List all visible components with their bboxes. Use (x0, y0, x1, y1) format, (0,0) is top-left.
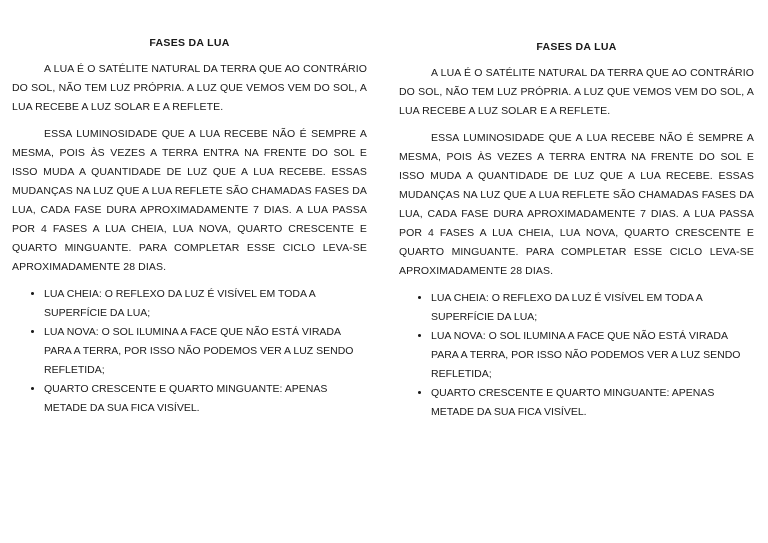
phases-list (12, 285, 367, 418)
page-title: FASES DA LUA (536, 41, 617, 53)
page-title: FASES DA LUA (149, 37, 230, 49)
intro-paragraph: A LUA É O SATÉLITE NATURAL DA TERRA QUE AO CONTRÁRIO DO SOL, NÃO TEM LUZ PRÓPRIA. A LUZ QUE VEMOS VEM DO SOL, A LUA RECEBE A LUZ SOLAR E A REFLETE. (399, 67, 754, 117)
list-item: • LUA NOVA: O SOL ILUMINA A FACE QUE NÃO ESTÁ VIRADA PARA A TERRA, POR ISSO NÃO PODEMOS VER A LUZ SENDO REFLETIDA; (431, 327, 754, 384)
left-copy (12, 0, 367, 418)
intro-paragraph: A LUA É O SATÉLITE NATURAL DA TERRA QUE AO CONTRÁRIO DO SOL, NÃO TEM LUZ PRÓPRIA. A LUZ QUE VEMOS VEM DO SOL, A LUA RECEBE A LUZ SOLAR E A REFLETE. (12, 63, 367, 113)
phases-list (399, 289, 754, 422)
right-copy (399, 0, 754, 422)
body-paragraph: ESSA LUMINOSIDADE QUE A LUA RECEBE NÃO É SEMPRE A MESMA, POIS ÀS VEZES A TERRA ENTRA NA FRENTE DO SOL E ISSO MUDA A QUANTIDADE DE LUZ QUE A LUA RECEBE. ESSAS MUDANÇAS NA LUZ QUE A LUA REFLETE SÃO CHAMADAS FASES DA LUA, CADA FASE DURA APROXIMADAMENTE 7 DIAS. A LUA PASSA POR 4 FASES A LUA CHEIA, LUA NOVA, QUARTO CRESCENTE E QUARTO MINGUANTE. PARA COMPLETAR ESSE CICLO LEVA-SE APROXIMADAMENTE 28 DIAS. (399, 132, 754, 277)
list-item: • LUA CHEIA: O REFLEXO DA LUZ É VISÍVEL EM TODA A SUPERFÍCIE DA LUA; (431, 289, 754, 327)
body-paragraph: ESSA LUMINOSIDADE QUE A LUA RECEBE NÃO É SEMPRE A MESMA, POIS ÀS VEZES A TERRA ENTRA NA FRENTE DO SOL E ISSO MUDA A QUANTIDADE DE LUZ QUE A LUA RECEBE. ESSAS MUDANÇAS NA LUZ QUE A LUA REFLETE SÃO CHAMADAS FASES DA LUA, CADA FASE DURA APROXIMADAMENTE 7 DIAS. A LUA PASSA POR 4 FASES A LUA CHEIA, LUA NOVA, QUARTO CRESCENTE E QUARTO MINGUANTE. PARA COMPLETAR ESSE CICLO LEVA-SE APROXIMADAMENTE 28 DIAS. (12, 128, 367, 273)
list-item: • QUARTO CRESCENTE E QUARTO MINGUANTE: APENAS METADE DA SUA FICA VISÍVEL. (431, 384, 754, 422)
list-item: • QUARTO CRESCENTE E QUARTO MINGUANTE: APENAS METADE DA SUA FICA VISÍVEL. (44, 380, 367, 418)
list-item: • LUA CHEIA: O REFLEXO DA LUZ É VISÍVEL EM TODA A SUPERFÍCIE DA LUA; (44, 285, 367, 323)
list-item: • LUA NOVA: O SOL ILUMINA A FACE QUE NÃO ESTÁ VIRADA PARA A TERRA, POR ISSO NÃO PODEMOS VER A LUZ SENDO REFLETIDA; (44, 323, 367, 380)
